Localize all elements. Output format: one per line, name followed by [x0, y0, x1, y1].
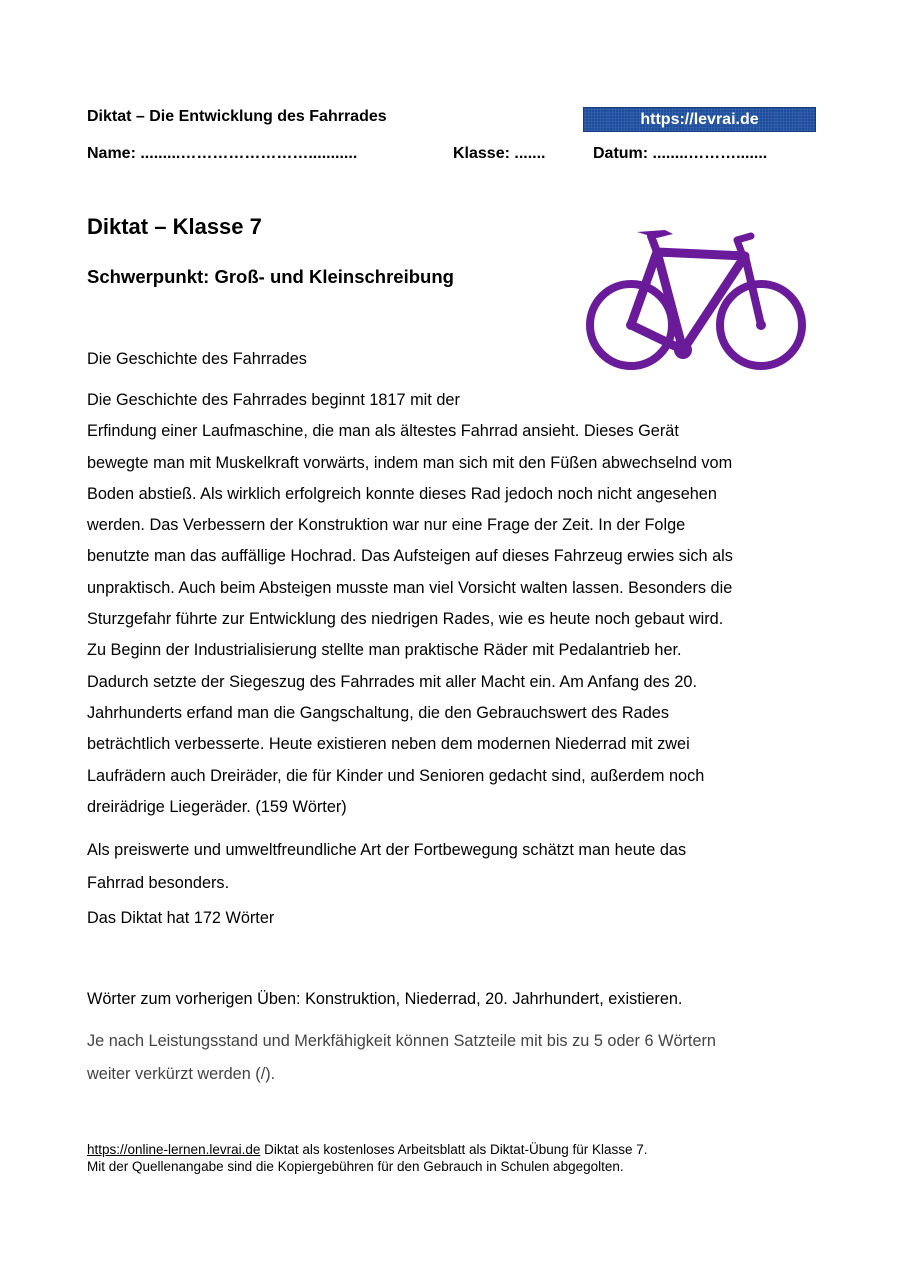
worksheet-title: Diktat – Die Entwicklung des Fahrrades — [87, 108, 387, 125]
story-title: Die Geschichte des Fahrrades — [87, 350, 307, 368]
text-line: Je nach Leistungsstand und Merkfähigkeit können Satzteile mit bis zu 5 oder 6 Wörtern — [87, 1032, 716, 1050]
site-url-banner[interactable]: https://levrai.de — [583, 107, 816, 132]
text-line: unpraktisch. Auch beim Absteigen musste man viel Vorsicht walten lassen. Besonders die — [87, 578, 733, 597]
page-heading: Diktat – Klasse 7 — [87, 214, 262, 239]
text-line: beträchtlich verbesserte. Heute existieren neben dem modernen Niederrad mit zwei — [87, 735, 690, 754]
word-count: Das Diktat hat 172 Wörter — [87, 909, 275, 927]
text-line: Die Geschichte des Fahrrades beginnt 1817 mit der — [87, 391, 460, 409]
footer-link[interactable]: https://online-lernen.levrai.de — [87, 1142, 261, 1157]
date-field: Datum: ........………....... — [593, 145, 768, 162]
practice-words: Wörter zum vorherigen Üben: Konstruktion, Niederrad, 20. Jahrhundert, existieren. — [87, 990, 683, 1008]
text-line: Zu Beginn der Industrialisierung stellte man praktische Räder mit Pedalantrieb her. — [87, 641, 682, 660]
text-line: benutzte man das auffällige Hochrad. Das Aufsteigen auf dieses Fahrzeug erwies sich als — [87, 547, 733, 566]
footer-line-1 — [87, 1142, 648, 1157]
text-line: werden. Das Verbessern der Konstruktion war nur eine Frage der Zeit. In der Folge — [87, 516, 686, 535]
footer-text: Diktat als kostenloses Arbeitsblatt als Diktat-Übung für Klasse 7. — [260, 1142, 648, 1157]
closing-paragraph — [87, 834, 686, 899]
text-line: Erfindung einer Laufmaschine, die man als ältestes Fahrrad ansieht. Dieses Gerät — [87, 422, 679, 441]
hint-paragraph — [87, 1025, 716, 1090]
text-line: Als preiswerte und umweltfreundliche Art der Fortbewegung schätzt man heute das — [87, 841, 687, 859]
text-line: Fahrrad besonders. — [87, 873, 230, 892]
text-line: Laufrädern auch Dreiräder, die für Kinder und Senioren gedacht sind, außerdem noch — [87, 766, 705, 785]
text-line: Jahrhunderts erfand man die Gangschaltung, die den Gebrauchswert des Rades — [87, 703, 669, 722]
bicycle-icon — [585, 222, 807, 372]
text-line: weiter verkürzt werden (/). — [87, 1064, 276, 1083]
name-field: Name: .........……………………........... — [87, 145, 358, 162]
footer-line-2: Mit der Quellenangabe sind die Kopiergebühren für den Gebrauch in Schulen abgegolten. — [87, 1159, 624, 1174]
dictation-text — [87, 385, 827, 823]
text-line: bewegte man mit Muskelkraft vorwärts, indem man sich mit den Füßen abwechselnd vom — [87, 453, 733, 472]
text-line: Sturzgefahr führte zur Entwicklung des niedrigen Rades, wie es heute noch gebaut wird. — [87, 610, 724, 629]
text-line: Boden abstieß. Als wirklich erfolgreich konnte dieses Rad jedoch noch nicht angesehen — [87, 484, 717, 503]
class-field: Klasse: ....... — [453, 145, 546, 162]
page-subheading: Schwerpunkt: Groß- und Kleinschreibung — [87, 266, 454, 287]
text-line: Dadurch setzte der Siegeszug des Fahrrades mit aller Macht ein. Am Anfang des 20. — [87, 672, 697, 691]
text-line: dreirädrige Liegeräder. (159 Wörter) — [87, 797, 347, 816]
